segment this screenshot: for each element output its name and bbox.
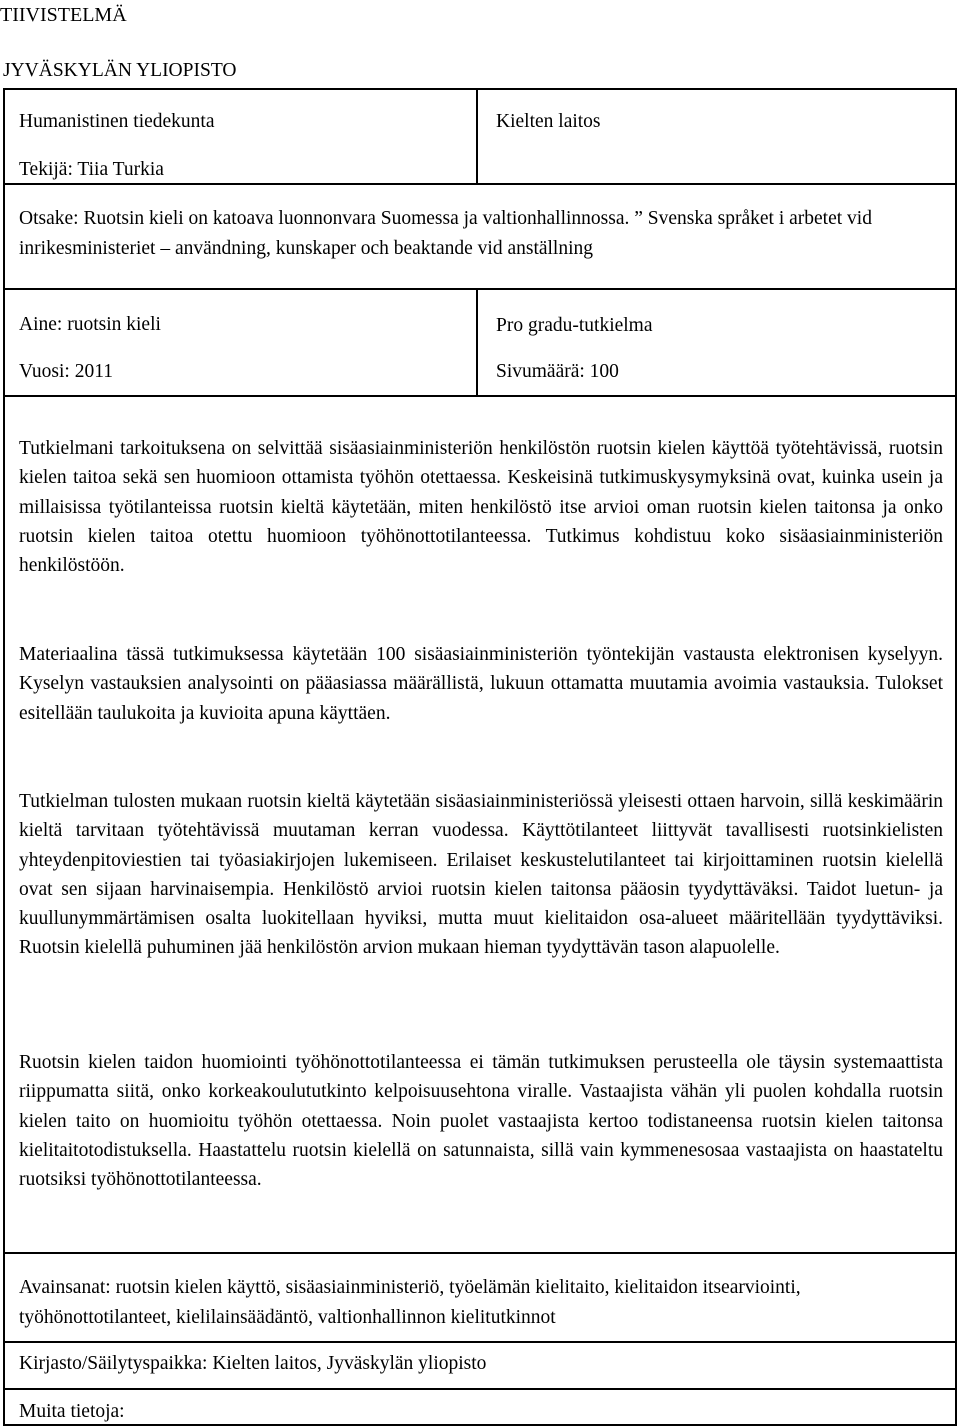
row-divider <box>5 1341 955 1343</box>
page-count: Sivumäärä: 100 <box>496 361 619 382</box>
abstract-paragraph: Tutkielmani tarkoituksena on selvittää sisäasiainministeriön henkilöstön ruotsin kielen käyttöä työtehtävissä, ruotsin kielen taitoa sekä sen huomioon ottamista työhön otettaessa. Keskeisinä tutkimuskysymyksinä ovat, kuinka usein ja millaisissa työtilanteissa ruotsin kieltä käytetään, miten henkilöstö itse arvioi oman ruotsin kielen taitonsa ja onko ruotsin kielen taitoa otettu huomioon työhönottotilanteessa. Tutkimus kohdistuu koko sisäasiainministeriön henkilöstöön. <box>19 438 943 577</box>
thesis-title: Otsake: Ruotsin kieli on katoava luonnonvara Suomessa ja valtionhallinnossa. ” Svenska språket i arbetet vid inrikesministeriet – användning, kunskaper och beaktande vid anställning <box>19 208 872 259</box>
keywords: Avainsanat: ruotsin kielen käyttö, sisäasiainministeriö, työelämän kielitaito, kielitaidon itsearviointi, työhönottotilanteet, kielilainsäädäntö, valtionhallinnon kielitutkinnot <box>19 1277 801 1328</box>
row-divider <box>5 1388 955 1390</box>
other-info: Muita tietoja: <box>19 1401 125 1422</box>
row-divider <box>5 288 955 290</box>
abstract-paragraph: Materiaalina tässä tutkimuksessa käytetään 100 sisäasiainministeriön työntekijän vastausta elektronisen kyselyyn. Kyselyn vastauksien analysointi on pääasiassa määrällistä, lukuun ottamatta muutamia avoimia vastauksia. Tulokset esitellään taulukoita ja kuvioita apuna käyttäen. <box>19 644 943 724</box>
row-divider <box>5 183 955 185</box>
row-divider <box>5 1252 955 1254</box>
abstract-paragraph: Ruotsin kielen taidon huomiointi työhönottotilanteessa ei tämän tutkimuksen perusteella ole täysin systemaattista riippumatta siitä, onko korkeakoulututkinto kelpoisuusehtona viralle. Vastaajista vähän yli puolen kohdalla ruotsin kielen taito on huomioitu työhön otettaessa. Noin puolet vastaajista kertoo todistaneensa ruotsin kielen taitonsa kielitaitotodistuksella. Haastattelu ruotsin kielellä on satunnaista, sillä vain kymmenesosaa vastaajista on haastateltu ruotsiksi työhönottotilanteessa. <box>19 1052 943 1191</box>
column-divider <box>476 90 478 183</box>
abstract-form-table <box>3 88 957 1426</box>
faculty: Humanistinen tiedekunta <box>19 111 215 132</box>
abstract-paragraph: Tutkielman tulosten mukaan ruotsin kieltä käytetään sisäasiainministeriössä yleisesti ottaen harvoin, sillä keskimäärin kieltä tarvitaan työtehtävissä muutaman kerran vuodessa. Käyttötilanteet liittyvät tavallisesti ruotsinkielisten yhteydenpitoviestien tai työasiakirjojen lukemiseen. Erilaiset keskustelutilanteet tai kirjoittaminen ruotsin kielellä ovat sen sijaan harvinaisempia. Henkilöstö arvioi ruotsin kielen taitonsa pääosin tyydyttäväksi. Taidot luetun- ja kuullunymmärtämisen osalta luokitellaan hyviksi, mutta muut kielitaidon osa-alueet määritellään tyydyttäviksi. Ruotsin kielellä puhuminen jää henkilöstön arvion mukaan hieman tyydyttävän tason alapuolelle. <box>19 791 943 959</box>
page-title: TIIVISTELMÄ <box>0 4 127 26</box>
university: JYVÄSKYLÄN YLIOPISTO <box>3 60 237 81</box>
work-type: Pro gradu-tutkielma <box>496 315 653 336</box>
library-location: Kirjasto/Säilytyspaikka: Kielten laitos, Jyväskylän yliopisto <box>19 1353 487 1374</box>
column-divider <box>476 288 478 395</box>
subject: Aine: ruotsin kieli <box>19 314 161 335</box>
author: Tekijä: Tiia Turkia <box>19 159 164 180</box>
year: Vuosi: 2011 <box>19 361 113 382</box>
row-divider <box>5 395 955 397</box>
department: Kielten laitos <box>496 111 601 132</box>
